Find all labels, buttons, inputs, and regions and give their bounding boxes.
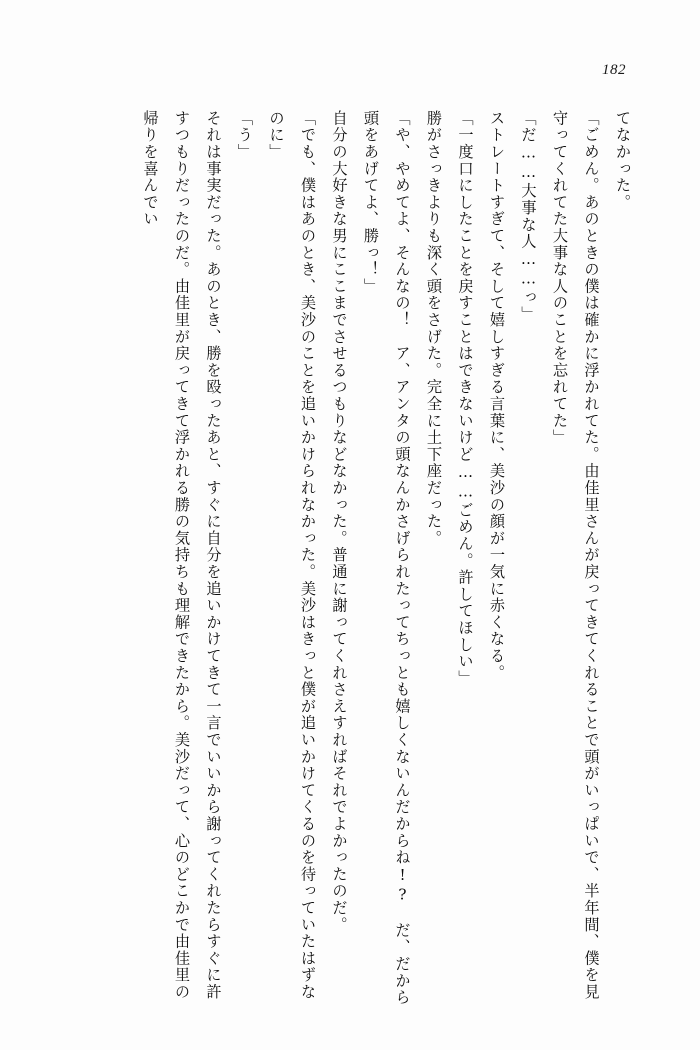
paragraph: それは事実だった。あのとき、勝を殴ったあと、すぐに自分を追いかけてきて一言でいいから謝ってくれたらすぐに許すつもりだったのだ。由佳里が戻ってきて浮かれる勝の気持ちも理解できたから。美沙だって、心のどこかで由佳里の帰りを喜んでい	[141, 110, 223, 1001]
paragraph: ストレートすぎて、そして嬉しすぎる言葉に、美沙の顔が一気に赤くなる。	[488, 110, 506, 682]
paragraph: 自分の大好きな男にここまでさせるつもりなどなかった。普通に謝ってくれさえすればそれでよかったのだ。	[330, 110, 349, 934]
page-number: 182	[602, 62, 626, 78]
page-body-text	[48, 110, 638, 1010]
paragraph: 「や、やめてよ、そんなの！ ア、アンタの頭なんかさげられたってちっとも嬉しくないんだからね!? だ、だから頭をあげてよ、勝っ！」	[362, 110, 412, 1006]
paragraph: 「ごめん。あのときの僕は確かに浮かれてた。由佳里さんが戻ってきてくれることで頭がいっぱいで、半年間、僕を見守ってくれてた大事な人のことを忘れてた」	[551, 110, 601, 1001]
paragraph: 「一度口にしたことを戻すことはできないけど……ごめん。許してほしい」	[456, 110, 475, 687]
paragraph: 勝がさっきよりも深く頭をさげた。完全に土下座だった。	[425, 110, 443, 547]
paragraph: 「だ……大事な人……っ」	[519, 110, 538, 323]
paragraph: 「う」	[236, 110, 254, 161]
paragraph: てなかった。	[614, 110, 632, 211]
paragraph: 「でも、僕はあのとき、美沙のことを追いかけられなかった。美沙はきっと僕が追いかけてくるのを待っていたはずなのに」	[267, 110, 317, 1001]
